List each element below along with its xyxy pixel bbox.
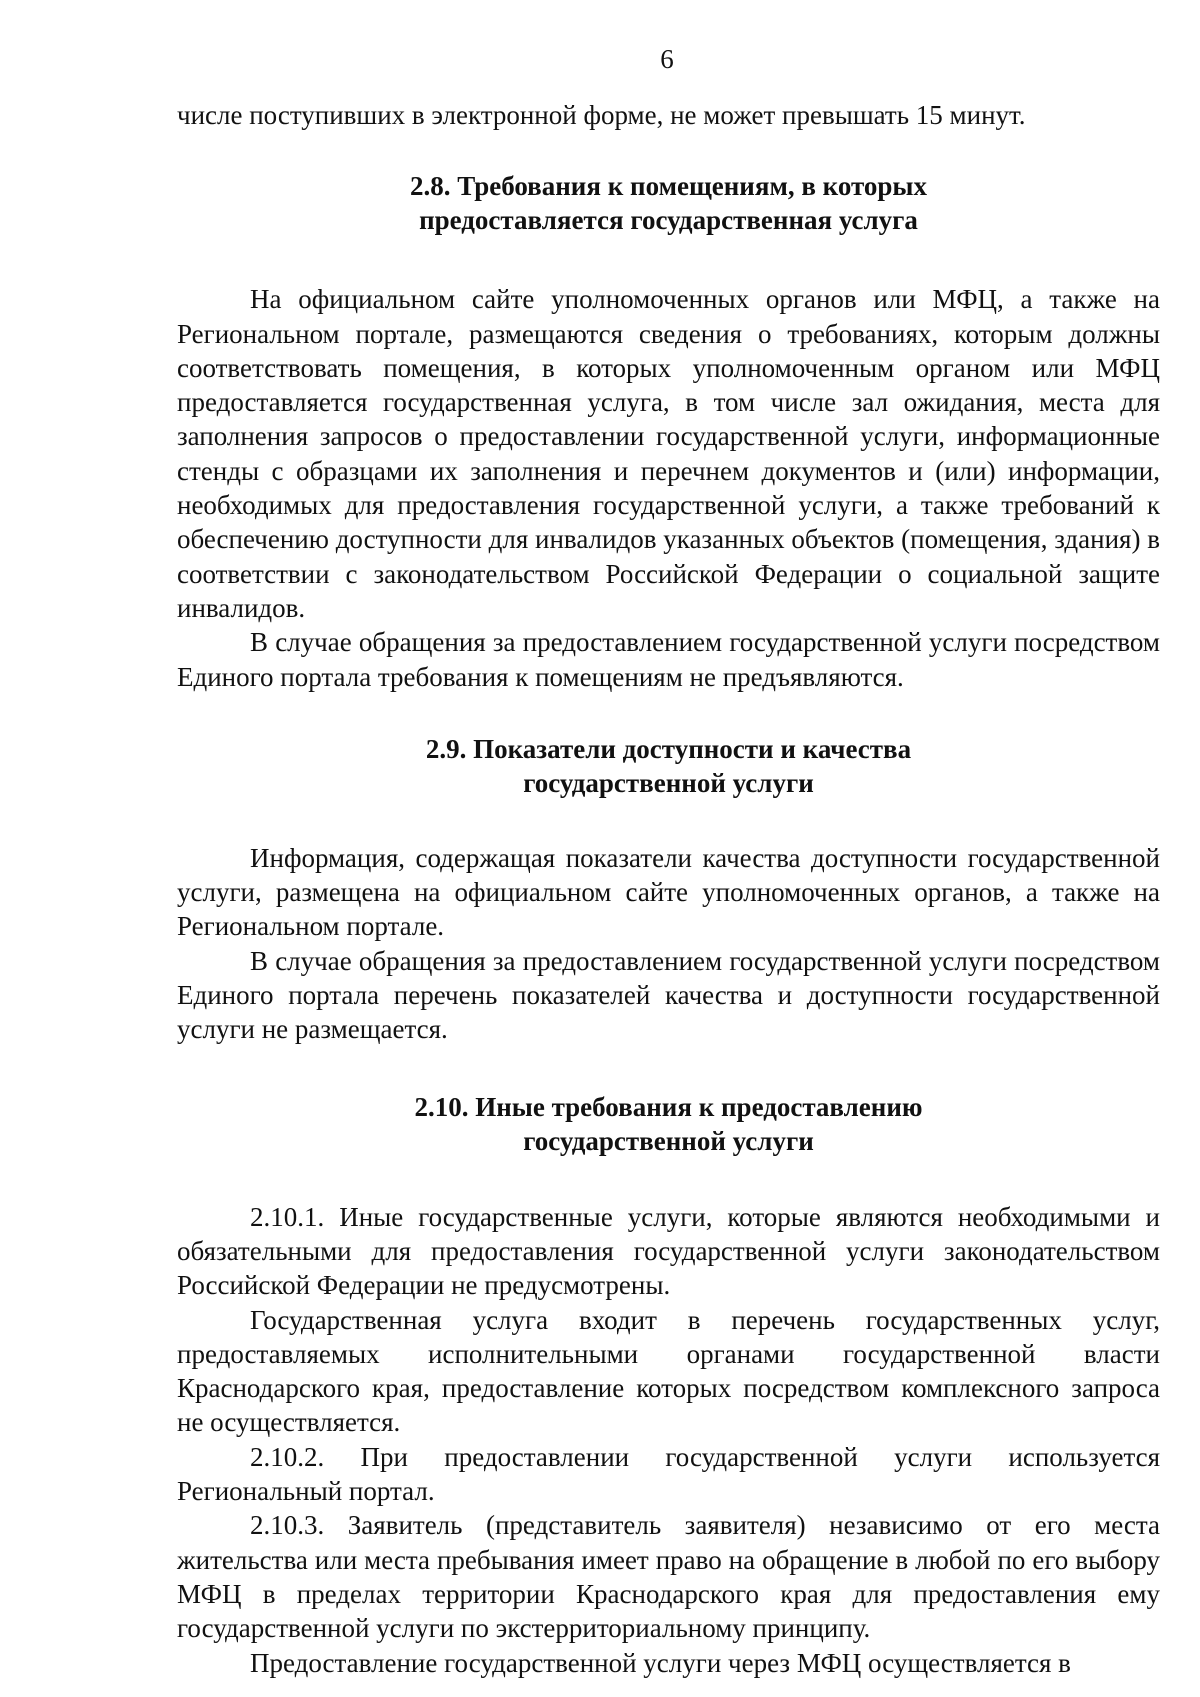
section-2-9-heading	[177, 732, 1160, 800]
section-2-8-heading-line2: предоставляется государственная услуга	[419, 205, 918, 236]
intro-paragraph: числе поступивших в электронной форме, не может превышать 15 минут.	[177, 100, 1026, 130]
section-2-8-paragraph-2: В случае обращения за предоставлением государственной услуги посредством Единого портала требования к помещениям не предъявляются.	[177, 627, 1160, 692]
section-2-8-heading	[177, 169, 1160, 237]
section-2-10-paragraph-3: 2.10.2. При предоставлении государственной услуги используется Региональный портал.	[177, 1441, 1160, 1507]
section-2-10-heading-line1: 2.10. Иные требования к предоставлению	[414, 1091, 923, 1122]
section-2-8-heading-line1: 2.8. Требования к помещениям, в которых	[409, 171, 928, 202]
page-number: 6	[660, 44, 674, 74]
section-2-10-heading-line2: государственной услуги	[523, 1125, 814, 1156]
section-2-10-paragraph-2: Государственная услуга входит в перечень государственных услуг, предоставляемых исполнительными органами государственной власти Краснодарского края, предоставление которых посредством комплексного запроса не осуществляется.	[177, 1304, 1160, 1438]
section-2-10-paragraph-5: Предоставление государственной услуги через МФЦ осуществляется в	[250, 1647, 1071, 1678]
section-2-10-heading	[177, 1090, 1160, 1158]
section-2-10-paragraph-1: 2.10.1. Иные государственные услуги, которые являются необходимыми и обязательными для предоставления государственной услуги законодательством Российской Федерации не предусмотрены.	[177, 1201, 1160, 1301]
section-2-9-heading-line2: государственной услуги	[523, 767, 814, 798]
section-2-9-heading-line1: 2.9. Показатели доступности и качества	[425, 733, 912, 764]
page-content	[177, 98, 1160, 1680]
section-2-9-paragraph-1: Информация, содержащая показатели качества доступности государственной услуги, размещена на официальном сайте уполномоченных органов, а также на Региональном портале.	[177, 842, 1160, 942]
section-2-8-paragraph-1: На официальном сайте уполномоченных органов или МФЦ, а также на Региональном портале, размещаются сведения о требованиях, которым должны соответствовать помещения, в которых уполномоченным органом или МФЦ предоставляется государственная услуга, в том числе зал ожидания, места для заполнения запросов о предоставлении государственной услуги, информационные стенды с образцами их заполнения и перечнем документов и (или) информации, необходимых для предоставления государственной услуги, а также требований к обеспечению доступности для инвалидов указанных объектов (помещения, здания) в соответствии с законодательством Российской Федерации о социальной защите инвалидов.	[177, 284, 1160, 623]
section-2-10-paragraph-4: 2.10.3. Заявитель (представитель заявителя) независимо от его места жительства или места пребывания имеет право на обращение в любой по его выбору МФЦ в пределах территории Краснодарского края для предоставления ему государственной услуги по экстерриториальному принципу.	[177, 1510, 1160, 1644]
section-2-9-paragraph-2: В случае обращения за предоставлением государственной услуги посредством Единого портала перечень показателей качества и доступности государственной услуги не размещается.	[177, 945, 1160, 1045]
